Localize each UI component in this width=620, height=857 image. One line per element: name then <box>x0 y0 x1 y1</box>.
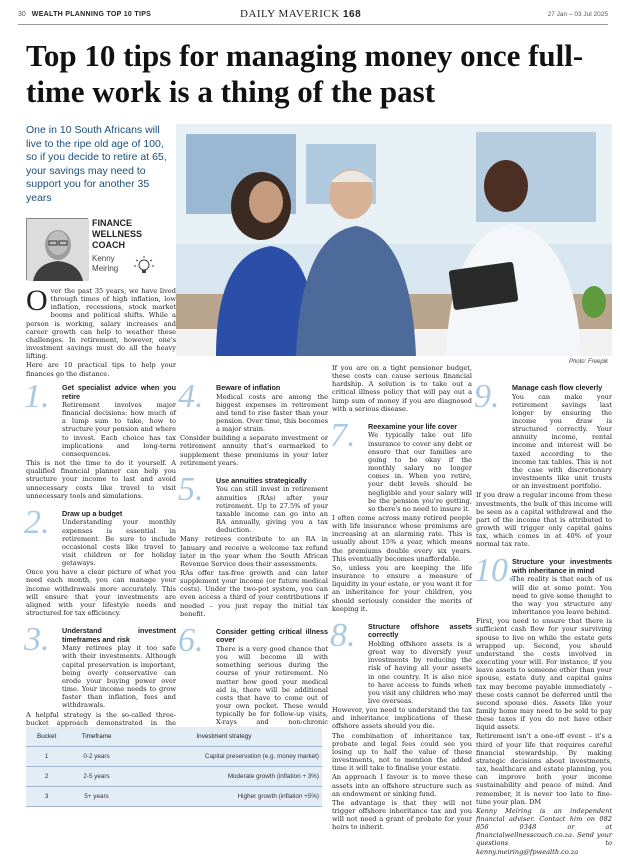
author-avatar <box>26 218 88 280</box>
tip-body: Consider building a separate investment or retirement annuity that's earmarked to supplement these premiums in your later retirement years. <box>180 434 328 467</box>
tip-7 <box>330 416 472 613</box>
column-header: Bucket <box>26 727 67 747</box>
column-3 <box>332 364 472 832</box>
tip-body: A helpful strategy is the so-called three-bucket approach demonstrated in the <box>26 710 176 727</box>
tip-title: Reexamine your life cover <box>368 421 458 431</box>
headline: Top 10 tips for managing money once full-time work is a thing of the past <box>26 38 584 109</box>
tip-title: Use annuities strategically <box>216 475 307 485</box>
author-role-line: COACH <box>92 240 125 250</box>
publication-name <box>240 8 361 20</box>
author-byline <box>92 218 172 274</box>
drop-cap: O <box>26 284 48 317</box>
issue-date: 27 Jan – 03 Jul 2025 <box>547 10 608 18</box>
publication-title: DAILY MAVERICK <box>240 8 340 20</box>
tip-title: Manage cash flow cleverly <box>512 383 603 392</box>
tip-body: The advantage is that they will not trigger offshore inheritance tax and you will not need a grant of probate for your heirs to inherit. <box>332 798 472 832</box>
table-cell: Higher growth (inflation +5%) <box>126 787 322 807</box>
tip-number: 6. <box>178 621 204 659</box>
tip-title: Structure your investments with inheritance in mind <box>512 557 612 575</box>
author-role-line: FINANCE <box>92 218 132 228</box>
author-role-line: WELLNESS <box>92 229 143 239</box>
tip-5 <box>178 470 328 618</box>
tip-number: 3. <box>24 621 50 659</box>
column-header: Investment strategy <box>126 727 322 747</box>
tip-number: 5. <box>178 470 204 508</box>
tip-title: Beware of inflation <box>216 383 281 392</box>
tip-title: Structure offshore assets correctly <box>368 621 472 640</box>
standfirst: One in 10 South Africans will live to the ripe old age of 100, so if you decide to retire at 65, your savings may need to support you for another 35 years <box>26 124 167 204</box>
author-name <box>92 254 172 274</box>
table-cell: Moderate growth (inflation + 3%) <box>126 767 322 787</box>
table-cell: 1 <box>26 747 67 767</box>
page-number: 30 <box>18 10 26 18</box>
tip-body: However, you need to understand the tax and inheritance implications of these offshore assets should you die. <box>332 706 472 731</box>
tip-lead: Understanding your monthly expenses is essential in retirement. Be sure to include occasional costs like travel to visit children or for holiday getaways. <box>62 518 176 568</box>
tip-number: 1. <box>24 378 50 415</box>
tip-number: 8. <box>330 616 356 654</box>
column-header: Timeframe <box>67 727 126 747</box>
tip-body: So, unless you are keeping the life insurance to ensure a measure of liquidity in your estate, or you want it for an inheritance for your children, you should seriously consider the merits of keeping it. <box>332 563 472 613</box>
tip-body: Many retirees contribute to an RA in January and receive a welcome tax refund later in the year when the South African Revenue Service does their assessments. <box>180 535 328 568</box>
hero-photo <box>176 124 612 356</box>
author-name-line: Kenny <box>92 254 115 263</box>
tip-body: RAs offer tax-free growth and can later supplement your income (or future medical costs). Under the two-pot system, you can even access a third of your contributions if needed – you just repay the initial tax benefit. <box>180 568 328 618</box>
tip-body: If you draw a regular income from these investments, the bulk of this income will be seen as a capital withdrawal and the part of the income that is attributed to growth will trigger only capital gains tax, which comes in at 40% of your normal tax rate. <box>476 491 612 549</box>
photo-credit: Photo: Freepik <box>568 359 608 365</box>
tip-title: Get specialist advice when you retire <box>62 383 176 401</box>
intro-text <box>26 284 176 379</box>
tip-body: First, you need to ensure that there is sufficient cash flow for your surviving spouse to live on while the estate gets wrapped up. Second, you should understand the costs involved in executing your will. For instance, if you leave assets to someone other than your spouse, estate duty and capital gains tax may become payable immediately – these costs cannot be deferred until the second spouse dies. Assets like your family home may need to be sold to pay these taxes if you do not have other liquid assets. <box>476 617 612 732</box>
author-name-line: Meiring <box>92 264 119 273</box>
table-row <box>26 787 322 807</box>
table-cell: 0-2 years <box>67 747 126 767</box>
tip-number: 7. <box>330 416 356 454</box>
tip-body: I often come across many retired people with life insurance whose premiums are increasing at an alarming rate. This is usually about 15% a year, which means the premiums double every six years. This eventually becomes unaffordable. <box>332 514 472 563</box>
table-cell: 2 <box>26 767 67 787</box>
intro-paragraph: Here are 10 practical tips to help your finances go the distance. <box>26 361 176 378</box>
tip-9 <box>474 378 612 549</box>
tip-lead: Retirement involves major financial decisions: how much of a lump sum to take, how to structure your pension and where to invest. Each choice has tax implications and long-term consequences. <box>62 401 176 458</box>
section-label: WEALTH PLANNING TOP 10 TIPS <box>31 10 152 18</box>
tip-body: If you are on a tight pensioner budget, these costs can cause serious financial hardship. A solution is to take out a critical illness policy that will pay out a lump sum of money if you are diagnosed with a serious disease. <box>332 364 472 413</box>
tip-2 <box>24 503 176 618</box>
table-cell: 2-5 years <box>67 767 126 787</box>
tip-number: 10. <box>474 552 517 590</box>
tip-3 <box>24 621 176 735</box>
tip-lead: Medical costs are among the biggest expenses in retirement and tend to rise faster than your pension. Over time, this becomes a major strain. <box>216 392 328 434</box>
table-row <box>26 767 322 787</box>
table-cell: Capital preservation (e.g. money market) <box>126 747 322 767</box>
tip-10 <box>474 552 612 806</box>
tip-4 <box>178 378 328 467</box>
tip-title: Draw up a budget <box>62 508 123 518</box>
author-role <box>92 218 172 251</box>
tip-number: 2. <box>24 503 50 541</box>
tip-6 <box>178 621 328 735</box>
tip-body: Once you have a clear picture of what you need each month, you can manage your income withdrawals more accurately. This will ensure that your investments are aligned with your lifestyle needs and structured for tax efficiency. <box>26 568 176 618</box>
page-header <box>18 8 608 20</box>
bucket-table <box>26 727 322 807</box>
table-cell: 5+ years <box>67 787 126 807</box>
issue-number: 168 <box>342 9 362 20</box>
column-1 <box>26 374 176 736</box>
tip-lead: Holding offshore assets is a great way to diversify your investments by reducing the risk of having all your assets in one country. It is also nice to have access to funds when you visit any children who may live overseas. <box>368 639 472 705</box>
tip-8 <box>330 616 472 832</box>
lightbulb-icon <box>134 256 154 278</box>
tip-title: Consider getting critical illness cover <box>216 626 328 645</box>
tip-lead: We typically take out life insurance to cover any debt or ensure that our families are going to be okay if the monthly salary no longer comes in. When you retire, your debt levels should be negligible and your salary will be the pension you're getting, so there's no need to insure it. <box>368 431 472 513</box>
table-cell: 3 <box>26 787 67 807</box>
header-rule <box>18 24 608 25</box>
tip-number: 4. <box>178 378 204 415</box>
table-header-row <box>26 727 322 747</box>
tip-lead: The reality is that each of us will die at some point. You need to give some thought to the way you structure any inheritance you leave behind. <box>512 575 612 617</box>
intro-paragraph: ver the past 35 years, we have lived through times of high inflation, low inflation, recessions, stock market booms and political shifts. While a person is working, salary increases and career growth can help to weather these challenges. In retirement, however, one's investment savings must do all the heavy lifting. <box>26 287 176 361</box>
tip-lead: You can still invest in retirement annuities (RAs) after your retirement. Up to 27.5% of your taxable income can go into an RA annually, giving you a tax deduction. <box>216 485 328 535</box>
author-signoff: Kenny Meiring is an independent financial adviser. Contact him on 082 856 0348 or at financialwellnesscoach.co.za. Send your questions to kenny.meiring@fpwealth.co.za <box>476 806 612 856</box>
column-2 <box>180 374 328 736</box>
tip-body: An approach I favour is to move these assets into an offshore structure such as an endowment or sinking fund. <box>332 773 472 798</box>
tip-lead: Many retirees play it too safe with their investments. Although capital preservation is important, being overly conservative can erode your buying power over time. Your income needs to grow faster than inflation, fees and withdrawals. <box>62 644 176 710</box>
tip-body: This is not the time to do it yourself. A qualified financial planner can help you structure your income to last and avoid unnecessary costs like travel to visit unnecessary tools and simulations. <box>26 459 176 500</box>
tip-1 <box>24 378 176 500</box>
tip-lead: There is a very good chance that you will become ill with something serious during the course of your retirement. No matter how good your medical aid is, there will be additional costs that have to come out of your own pocket. These would typically be for follow-up visits, X-rays and non-chronic <box>216 644 328 727</box>
tip-number: 9. <box>474 378 500 415</box>
table-row <box>26 747 322 767</box>
column-4 <box>476 374 612 857</box>
tip-body: The combination of inheritance tax, probate and legal fees could see you losing up to half the value of these investments, not to mention the added time it will take to finalise your estate. <box>332 731 472 773</box>
tip-lead: You can make your retirement savings last longer by ensuring the income you draw is structured correctly. Your annuity income, rental income and interest will be taxed according to the income tax tables. This is not the case with discretionary investments like unit trusts or an investment portfolio. <box>512 392 612 491</box>
tip-body: Retirement isn't a one-off event – it's a third of your life that requires careful financial stewardship. By making strategic decisions about investments, tax, healthcare and estate planning, you can improve both your income sustainability and peace of mind. And remember, it is never too late to fine-tune your plan. DM <box>476 732 612 806</box>
tip-title: Understand investment timeframes and risk <box>62 626 176 644</box>
